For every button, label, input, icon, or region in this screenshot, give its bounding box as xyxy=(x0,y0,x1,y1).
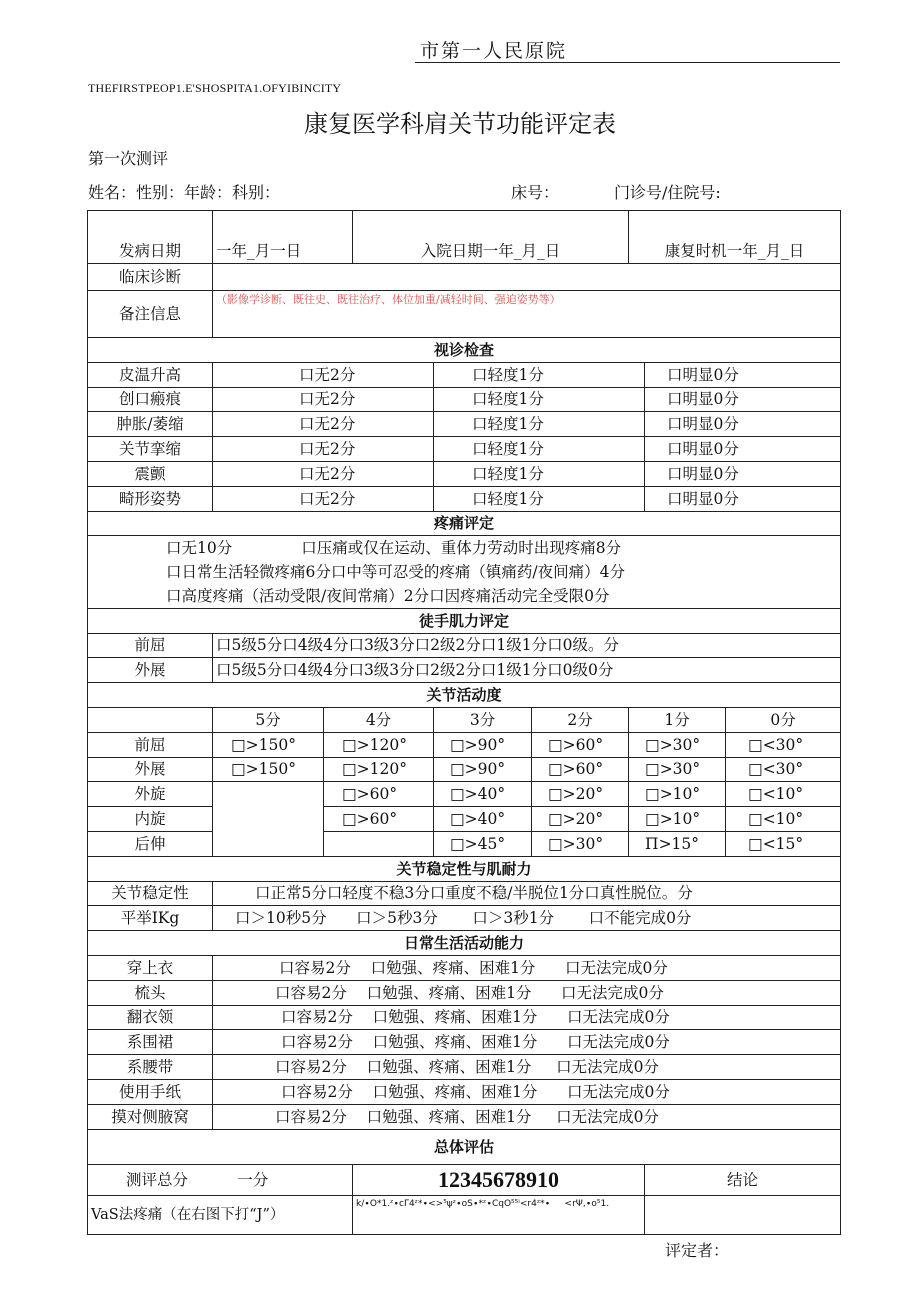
diagnosis-field[interactable] xyxy=(213,264,841,291)
rom-option[interactable]: □>60° xyxy=(532,757,629,782)
admission-date-field[interactable]: 入院日期一年_月_日 xyxy=(353,211,629,264)
rom-option[interactable]: □<10° xyxy=(726,782,841,807)
conclusion-label: 结论 xyxy=(645,1164,841,1195)
vas-scale[interactable]: k/∙O*1.ᶻ∙cΓ4ᶻ*∙<>⁵ψᶻ∙oS∙*ᶻ∙CqO⁵⁵ⁱ<r4ᶻ*∙ <rΨ,∙o⁵1. xyxy=(353,1195,645,1234)
rom-label: 后伸 xyxy=(88,831,213,856)
mmt-section-header: 徒手肌力评定 xyxy=(88,608,841,633)
adl-options[interactable]: 口容易2分 口勉强、疼痛、困难1分 口无法完成0分 xyxy=(213,1079,841,1104)
rom-option[interactable]: □<10° xyxy=(726,807,841,832)
rom-option[interactable]: □>40° xyxy=(434,782,532,807)
rom-label: 内旋 xyxy=(88,807,213,832)
patient-fields: 姓名：性别：年龄：科别： xyxy=(88,183,281,202)
lift-options[interactable]: 口＞10秒5分 口＞5秒3分 口＞3秒1分 口不能完成0分 xyxy=(213,906,841,931)
rom-section-header: 关节活动度 xyxy=(88,683,841,708)
rom-row-internal-rotation xyxy=(88,807,841,832)
pain-options-line-3[interactable]: 口高度疼痛（活动受限/夜间常痛）2分口因疼痛活动完全受限0分 xyxy=(88,584,841,608)
rom-option[interactable]: □>60° xyxy=(324,807,434,832)
option-none[interactable]: 口无2分 xyxy=(213,486,434,511)
rom-label: 前屈 xyxy=(88,732,213,757)
visual-row xyxy=(88,486,841,511)
option-marked[interactable]: 口明显0分 xyxy=(645,387,841,412)
rom-score-header: 3分 xyxy=(434,707,532,732)
option-mild[interactable]: 口轻度1分 xyxy=(434,412,645,437)
visual-label: 关节挛缩 xyxy=(88,437,213,462)
rom-option[interactable]: □>30° xyxy=(629,732,726,757)
visual-row xyxy=(88,412,841,437)
pain-section-header: 疼痛评定 xyxy=(88,511,841,536)
adl-label: 摸对侧腋窝 xyxy=(88,1104,213,1129)
option-mild[interactable]: 口轻度1分 xyxy=(434,437,645,462)
adl-options[interactable]: 口容易2分 口勉强、疼痛、困难1分 口无法完成0分 xyxy=(213,1055,841,1080)
adl-options[interactable]: 口容易2分 口勉强、疼痛、困难1分 口无法完成0分 xyxy=(213,980,841,1005)
conclusion-field[interactable] xyxy=(645,1195,841,1234)
diagnosis-label: 临床诊断 xyxy=(88,264,213,291)
adl-row xyxy=(88,955,841,980)
rom-option[interactable]: □>120° xyxy=(324,757,434,782)
vas-row xyxy=(88,1195,841,1234)
diagnosis-row xyxy=(88,264,841,291)
vas-label: VaS法疼痛（在右图下打“J”） xyxy=(88,1195,353,1234)
visual-label: 创口瘢痕 xyxy=(88,387,213,412)
lift-label: 平举IKg xyxy=(88,906,213,931)
rom-option[interactable]: □<30° xyxy=(726,757,841,782)
overall-section-header: 总体评估 xyxy=(88,1129,841,1164)
vas-numbers: 12345678910 xyxy=(353,1164,645,1195)
onset-date-label: 发病日期 xyxy=(88,211,213,264)
adl-options[interactable]: 口容易2分 口勉强、疼痛、困难1分 口无法完成0分 xyxy=(213,1005,841,1030)
rom-row-abduction xyxy=(88,757,841,782)
adl-section-header: 日常生活活动能力 xyxy=(88,931,841,956)
rom-option[interactable]: □>20° xyxy=(532,807,629,832)
rom-option[interactable]: □>10° xyxy=(629,782,726,807)
option-mild[interactable]: 口轻度1分 xyxy=(434,486,645,511)
mmt-row xyxy=(88,658,841,683)
option-mild[interactable]: 口轻度1分 xyxy=(434,362,645,387)
rom-blank-cell xyxy=(324,831,434,856)
visual-row xyxy=(88,362,841,387)
rom-score-header: 1分 xyxy=(629,707,726,732)
option-marked[interactable]: 口明显0分 xyxy=(645,486,841,511)
stability-label: 关节稳定性 xyxy=(88,881,213,906)
visual-section-header: 视诊检查 xyxy=(88,338,841,363)
pain-options-line-1[interactable]: 口无10分 口压痛或仅在运动、重体力劳动时出现疼痛8分 xyxy=(88,536,841,560)
stability-row xyxy=(88,881,841,906)
rom-score-header: 4分 xyxy=(324,707,434,732)
adl-row xyxy=(88,1079,841,1104)
rom-option[interactable]: □>60° xyxy=(324,782,434,807)
stability-options[interactable]: 口正常5分口轻度不稳3分口重度不稳/半脱位1分口真性脱位。分 xyxy=(213,881,841,906)
option-mild[interactable]: 口轻度1分 xyxy=(434,461,645,486)
rom-score-header: 5分 xyxy=(213,707,324,732)
option-marked[interactable]: 口明显0分 xyxy=(645,437,841,462)
option-marked[interactable]: 口明显0分 xyxy=(645,461,841,486)
rom-option[interactable]: □>45° xyxy=(434,831,532,856)
visual-row xyxy=(88,437,841,462)
rom-label: 外展 xyxy=(88,757,213,782)
rom-option[interactable]: □>40° xyxy=(434,807,532,832)
adl-label: 系腰带 xyxy=(88,1055,213,1080)
adl-label: 使用手纸 xyxy=(88,1079,213,1104)
option-none[interactable]: 口无2分 xyxy=(213,362,434,387)
visual-label: 畸形姿势 xyxy=(88,486,213,511)
adl-label: 系围裙 xyxy=(88,1030,213,1055)
rom-option[interactable]: □>30° xyxy=(629,757,726,782)
rom-option[interactable]: □>30° xyxy=(532,831,629,856)
notes-field[interactable]: （影像学诊断、既往史、既往治疗、体位加重/减轻时间、强迫姿势等） xyxy=(213,291,841,338)
rom-option[interactable]: □>60° xyxy=(532,732,629,757)
onset-date-field[interactable]: 一年_月一日 xyxy=(213,211,353,264)
adl-options[interactable]: 口容易2分 口勉强、疼痛、困难1分 口无法完成0分 xyxy=(213,955,841,980)
visual-row xyxy=(88,387,841,412)
option-none[interactable]: 口无2分 xyxy=(213,412,434,437)
evaluator-label: 评定者： xyxy=(665,1241,730,1260)
rom-option[interactable]: □<30° xyxy=(726,732,841,757)
rom-option[interactable]: □>150° xyxy=(213,732,324,757)
rom-option[interactable]: □>90° xyxy=(434,757,532,782)
assessment-table xyxy=(87,210,841,1235)
total-score-row xyxy=(88,1164,841,1195)
option-marked[interactable]: 口明显0分 xyxy=(645,362,841,387)
rom-row-extension xyxy=(88,831,841,856)
rom-option[interactable]: □<15° xyxy=(726,831,841,856)
adl-label: 翻衣领 xyxy=(88,1005,213,1030)
mmt-label: 前屈 xyxy=(88,633,213,658)
notes-row xyxy=(88,291,841,338)
rom-header-row xyxy=(88,707,841,732)
adl-row xyxy=(88,1030,841,1055)
rom-row-flexion xyxy=(88,732,841,757)
visual-label: 震颤 xyxy=(88,461,213,486)
adl-options[interactable]: 口容易2分 口勉强、疼痛、困难1分 口无法完成0分 xyxy=(213,1104,841,1129)
rom-option[interactable]: □>150° xyxy=(213,757,324,782)
hospital-name: 市第一人民原院 xyxy=(420,40,568,62)
rom-option[interactable]: Π>15° xyxy=(629,831,726,856)
option-mild[interactable]: 口轻度1分 xyxy=(434,387,645,412)
visual-label: 皮温升高 xyxy=(88,362,213,387)
adl-row xyxy=(88,980,841,1005)
mmt-row xyxy=(88,633,841,658)
notes-label: 备注信息 xyxy=(88,291,213,338)
rom-score-header: 2分 xyxy=(532,707,629,732)
option-none[interactable]: 口无2分 xyxy=(213,437,434,462)
rom-option[interactable]: □>20° xyxy=(532,782,629,807)
rom-row-external-rotation xyxy=(88,782,841,807)
lift-row xyxy=(88,906,841,931)
option-marked[interactable]: 口明显0分 xyxy=(645,412,841,437)
rehab-timing-field[interactable]: 康复时机一年_月_日 xyxy=(629,211,841,264)
hospital-english-name: THEFIRSTPEOP1.E'SHOSPITA1.OFYIBINCITY xyxy=(88,81,342,95)
adl-row xyxy=(88,1055,841,1080)
option-none[interactable]: 口无2分 xyxy=(213,461,434,486)
mmt-options[interactable]: 口5级5分口4级4分口3级3分口2级2分口1级1分口0级。分 xyxy=(213,633,841,658)
stability-section-header: 关节稳定性与肌耐力 xyxy=(88,856,841,881)
visual-row xyxy=(88,461,841,486)
outpatient-number-field: 门诊号/住院号: xyxy=(614,183,721,202)
rom-score-header: 0分 xyxy=(726,707,841,732)
header-rule xyxy=(415,62,840,63)
rom-blank-cell xyxy=(213,782,324,856)
adl-row xyxy=(88,1104,841,1129)
mmt-label: 外展 xyxy=(88,658,213,683)
rom-option[interactable]: □>90° xyxy=(434,732,532,757)
visual-label: 肿胀/萎缩 xyxy=(88,412,213,437)
adl-options[interactable]: 口容易2分 口勉强、疼痛、困难1分 口无法完成0分 xyxy=(213,1030,841,1055)
mmt-options[interactable]: 口5级5分口4级4分口3级3分口2级2分口1级1分口0级0分 xyxy=(213,658,841,683)
bed-number-field: 床号： xyxy=(511,183,560,202)
page-title: 康复医学科肩关节功能评定表 xyxy=(304,110,616,138)
rom-option[interactable]: □>10° xyxy=(629,807,726,832)
option-none[interactable]: 口无2分 xyxy=(213,387,434,412)
session-label: 第一次测评 xyxy=(88,149,169,168)
rom-option[interactable]: □>120° xyxy=(324,732,434,757)
adl-label: 穿上衣 xyxy=(88,955,213,980)
adl-label: 梳头 xyxy=(88,980,213,1005)
adl-row xyxy=(88,1005,841,1030)
onset-row xyxy=(88,211,841,264)
pain-options-line-2[interactable]: 口日常生活轻微疼痛6分口中等可忍受的疼痛（镇痛药/夜间痛）4分 xyxy=(88,560,841,584)
total-score-label: 测评总分 一分 xyxy=(88,1164,353,1195)
rom-label: 外旋 xyxy=(88,782,213,807)
